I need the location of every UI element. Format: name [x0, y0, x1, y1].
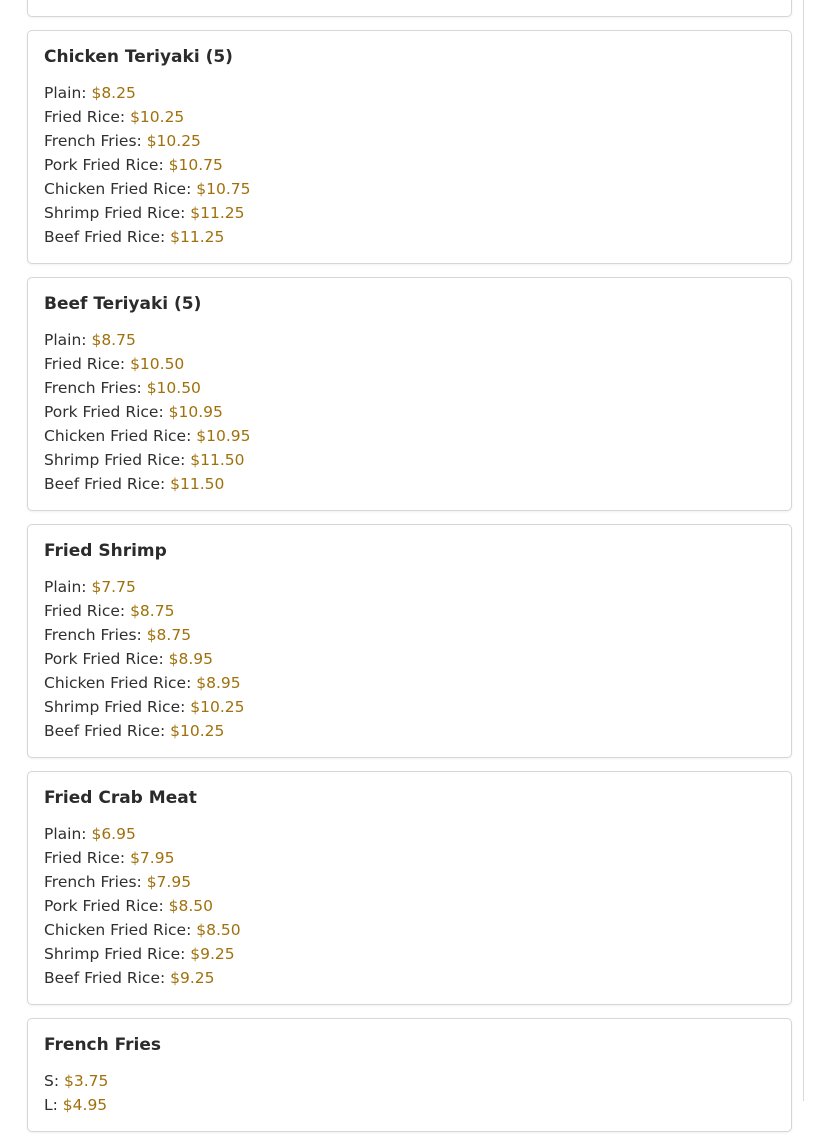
- option-price: $10.50: [146, 379, 201, 397]
- option-price: $7.75: [91, 578, 136, 596]
- option-price: $9.25: [170, 969, 215, 987]
- price-row: Beef Fried Rice: $9.25: [44, 969, 215, 987]
- price-row: French Fries: $7.95: [44, 873, 192, 891]
- price-row: Chicken Fried Rice: $8.95: [44, 674, 241, 692]
- option-price: $11.50: [170, 475, 225, 493]
- price-row: Fried Rice: $10.50: [44, 355, 185, 373]
- option-label: Chicken Fried Rice: [44, 180, 187, 198]
- option-label: Beef Fried Rice: [44, 722, 160, 740]
- option-price: $8.75: [91, 331, 136, 349]
- price-row: Fried Rice: $7.95: [44, 849, 175, 867]
- option-label: Pork Fried Rice: [44, 650, 159, 668]
- price-row: Plain: $8.75: [44, 331, 136, 349]
- option-price: $10.25: [146, 132, 201, 150]
- option-price: $7.95: [130, 849, 175, 867]
- menu-card: [27, 524, 792, 758]
- option-label: Fried Rice: [44, 108, 120, 126]
- option-label: Shrimp Fried Rice: [44, 204, 181, 222]
- option-label: Plain: [44, 825, 82, 843]
- option-label: Pork Fried Rice: [44, 156, 159, 174]
- price-row: Pork Fried Rice: $8.95: [44, 650, 213, 668]
- menu-item-title: French Fries: [44, 1035, 162, 1055]
- price-row: Shrimp Fried Rice: $9.25: [44, 945, 235, 963]
- option-label: Plain: [44, 84, 82, 102]
- price-row: Shrimp Fried Rice: $10.25: [44, 698, 245, 716]
- menu-item-title: Beef Teriyaki (5): [44, 294, 202, 314]
- menu-card: [27, 1018, 792, 1132]
- price-row: Beef Fried Rice: $11.50: [44, 475, 225, 493]
- menu-card: [27, 277, 792, 511]
- option-label: French Fries: [44, 626, 137, 644]
- menu-card: [27, 771, 792, 1005]
- price-row: Chicken Fried Rice: $10.75: [44, 180, 251, 198]
- price-row: Shrimp Fried Rice: $11.25: [44, 204, 245, 222]
- option-price: $10.50: [130, 355, 185, 373]
- price-row: Plain: $6.95: [44, 825, 136, 843]
- option-label: French Fries: [44, 132, 137, 150]
- option-price: $8.75: [130, 602, 175, 620]
- price-row: French Fries: $8.75: [44, 626, 192, 644]
- option-label: Fried Rice: [44, 355, 120, 373]
- price-row: Pork Fried Rice: $8.50: [44, 897, 213, 915]
- price-row: Chicken Fried Rice: $8.50: [44, 921, 241, 939]
- option-label: Pork Fried Rice: [44, 897, 159, 915]
- price-row: Beef Fried Rice: $11.25: [44, 228, 225, 246]
- option-price: $11.25: [170, 228, 225, 246]
- option-price: $8.50: [196, 921, 241, 939]
- price-row: Pork Fried Rice: $10.75: [44, 156, 223, 174]
- option-label: French Fries: [44, 873, 137, 891]
- option-label: Shrimp Fried Rice: [44, 698, 181, 716]
- menu-card-previous: [27, 0, 792, 17]
- option-label: Plain: [44, 331, 82, 349]
- option-label: Pork Fried Rice: [44, 403, 159, 421]
- price-row: Fried Rice: $10.25: [44, 108, 185, 126]
- option-price: $3.75: [64, 1072, 109, 1090]
- option-price: $10.75: [196, 180, 251, 198]
- option-price: $8.95: [196, 674, 241, 692]
- option-price: $10.25: [130, 108, 185, 126]
- option-price: $10.95: [168, 403, 223, 421]
- option-label: Fried Rice: [44, 849, 120, 867]
- option-label: Plain: [44, 578, 82, 596]
- menu-item-title: Chicken Teriyaki (5): [44, 47, 233, 67]
- option-price: $4.95: [62, 1096, 108, 1114]
- option-label: Fried Rice: [44, 602, 120, 620]
- price-row: Shrimp Fried Rice: $11.50: [44, 451, 245, 469]
- option-label: Chicken Fried Rice: [44, 427, 187, 445]
- menu-item-title: Fried Crab Meat: [44, 788, 197, 808]
- menu-item-title: Fried Shrimp: [44, 541, 167, 561]
- option-price: $10.25: [170, 722, 225, 740]
- option-price: $7.95: [146, 873, 192, 891]
- price-row: Plain: $7.75: [44, 578, 136, 596]
- option-label: Beef Fried Rice: [44, 228, 160, 246]
- option-label: Beef Fried Rice: [44, 969, 160, 987]
- option-label: Shrimp Fried Rice: [44, 945, 181, 963]
- option-price: $11.25: [190, 204, 245, 222]
- option-label: Chicken Fried Rice: [44, 674, 187, 692]
- option-price: $6.95: [91, 825, 136, 843]
- price-row: French Fries: $10.50: [44, 379, 201, 397]
- page-right-edge: [803, 0, 804, 1101]
- option-label: Beef Fried Rice: [44, 475, 160, 493]
- option-label: French Fries: [44, 379, 137, 397]
- option-label: S: [44, 1072, 54, 1090]
- option-label: Shrimp Fried Rice: [44, 451, 181, 469]
- price-row: Plain: $8.25: [44, 84, 136, 102]
- option-label: Chicken Fried Rice: [44, 921, 187, 939]
- price-row: Beef Fried Rice: $10.25: [44, 722, 225, 740]
- price-row: Chicken Fried Rice: $10.95: [44, 427, 251, 445]
- option-price: $8.50: [168, 897, 213, 915]
- menu-list: [27, 0, 792, 1145]
- option-label: L: [44, 1096, 53, 1114]
- option-price: $10.95: [196, 427, 251, 445]
- option-price: $10.75: [168, 156, 223, 174]
- price-row: French Fries: $10.25: [44, 132, 201, 150]
- option-price: $8.95: [168, 650, 213, 668]
- option-price: $11.50: [190, 451, 245, 469]
- option-price: $8.25: [91, 84, 136, 102]
- price-row: L: $4.95: [44, 1096, 108, 1114]
- option-price: $8.75: [146, 626, 192, 644]
- price-row: S: $3.75: [44, 1072, 109, 1090]
- price-row: Fried Rice: $8.75: [44, 602, 175, 620]
- price-row: Pork Fried Rice: $10.95: [44, 403, 223, 421]
- option-price: $10.25: [190, 698, 245, 716]
- option-price: $9.25: [190, 945, 235, 963]
- menu-card: [27, 30, 792, 264]
